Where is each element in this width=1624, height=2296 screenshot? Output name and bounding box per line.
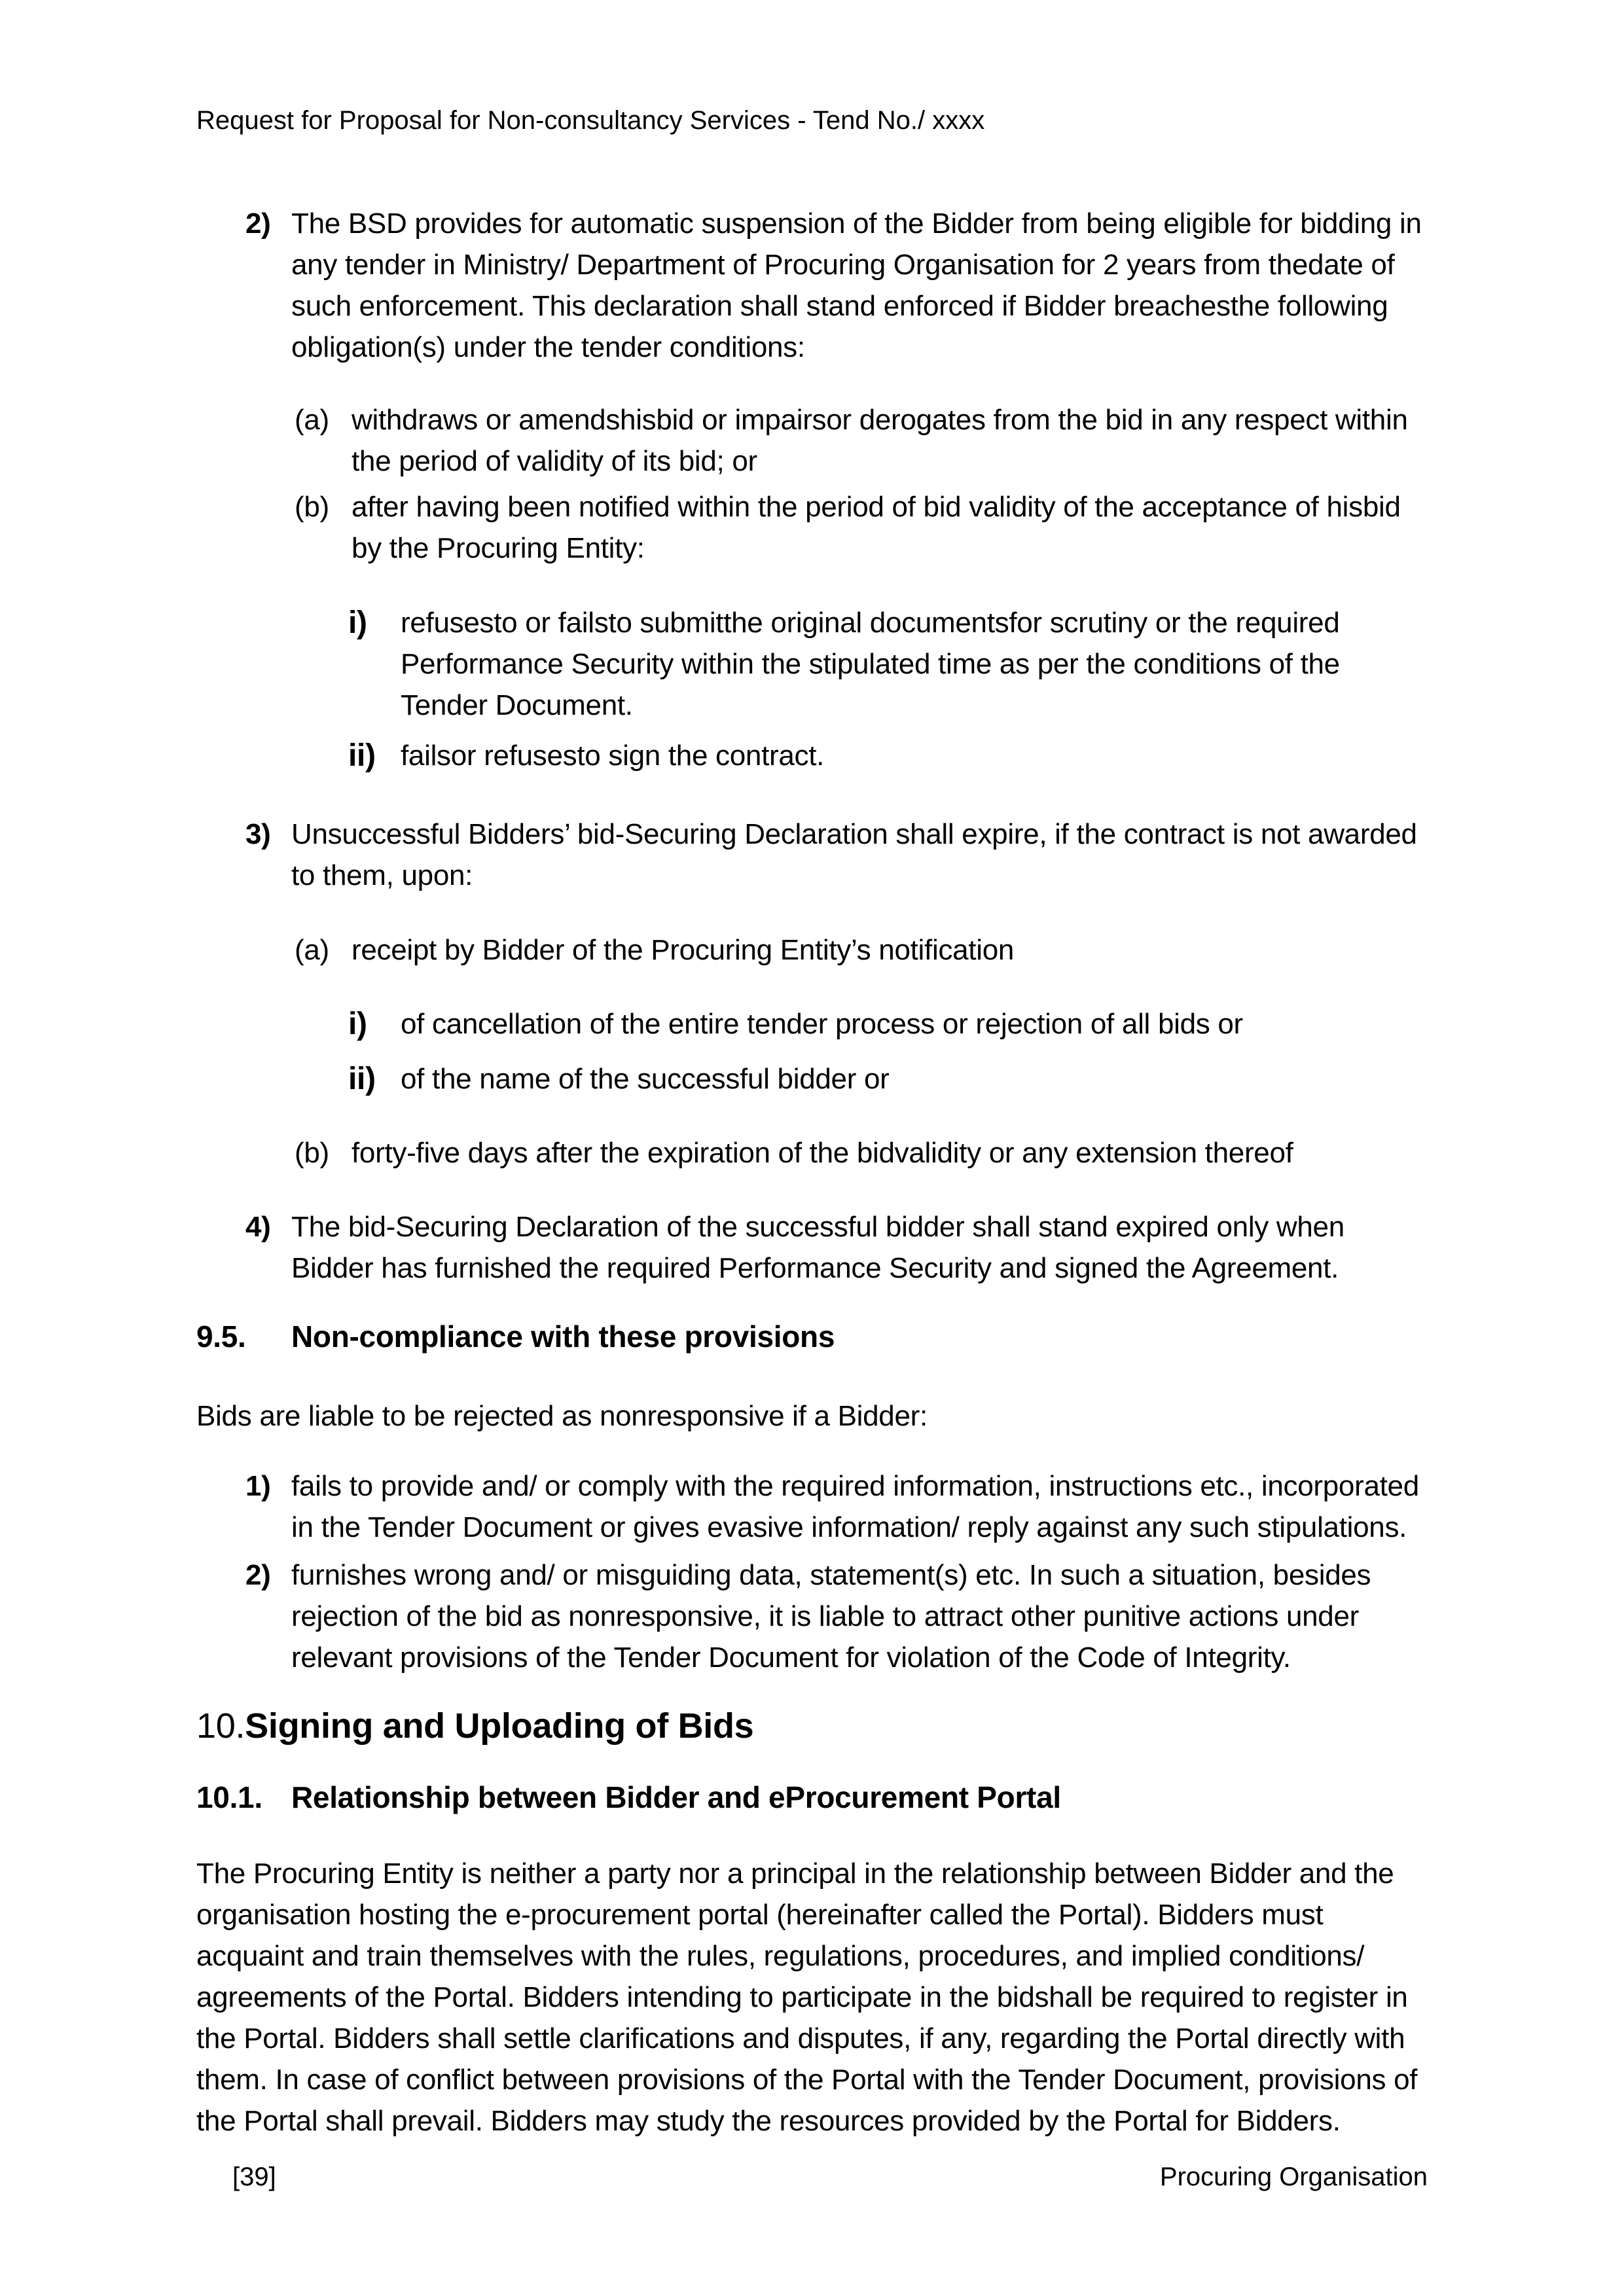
list-item-2b-ii-marker: ii): [348, 738, 376, 773]
list-item-2a-marker: (a): [295, 404, 329, 436]
section-9-5-item-1-marker: 1): [245, 1470, 271, 1502]
section-heading-9-5-title: Non-compliance with these provisions: [291, 1319, 835, 1354]
footer-organisation: Procuring Organisation: [1159, 2162, 1428, 2191]
section-heading-10-1-title: Relationship between Bidder and eProcurement Portal: [291, 1780, 1061, 1814]
list-item-2b-ii: [348, 735, 1428, 776]
section-9-5-item-2-text: furnishes wrong and/ or misguiding data, statement(s) etc. In such a situation, besides rejection of the bid as nonresponsive, it is liable to attract other punitive actions under relevant provisions of the Tender Document for violation of the Code of Integrity.: [291, 1559, 1371, 1674]
list-item-2: [245, 203, 1428, 368]
section-heading-10-1-number: 10.1.: [196, 1780, 262, 1814]
section-heading-10-title: Signing and Uploading of Bids: [245, 1706, 754, 1746]
section-heading-10-1: [196, 1778, 1428, 1816]
section-9-5-item-1-text: fails to provide and/ or comply with the required information, instructions etc., incorporated in the Tender Document or gives evasive information/ reply against any such stipulations.: [291, 1470, 1419, 1543]
list-item-3a-ii: [348, 1058, 1428, 1100]
list-item-4: [245, 1206, 1428, 1289]
list-item-4-text: The bid-Securing Declaration of the successful bidder shall stand expired only when Bidder has furnished the required Performance Security and signed the Agreement.: [291, 1211, 1344, 1284]
list-item-3b-marker: (b): [295, 1137, 329, 1169]
list-item-2-text: The BSD provides for automatic suspension of the Bidder from being eligible for bidding in any tender in Ministry/ Department of Procuring Organisation for 2 years from thedate of such enforcement. This declaration shall stand enforced if Bidder breachesthe following obligation(s) under the tender conditions:: [291, 207, 1422, 363]
running-header-title: Request for Proposal for Non-consultancy Services - Tend No./ xxxx: [196, 106, 985, 135]
list-item-3: [245, 814, 1428, 896]
list-item-3b-text: forty-five days after the expiration of the bidvalidity or any extension thereof: [352, 1137, 1293, 1169]
list-item-2b-marker: (b): [295, 491, 329, 523]
section-heading-10-number: 10.: [196, 1706, 245, 1746]
page-footer: [196, 2160, 1428, 2194]
list-item-2a: [295, 399, 1428, 482]
section-10-1-paragraph: The Procuring Entity is neither a party nor a principal in the relationship between Bidder and the organisation hosting the e-procurement portal (hereinafter called the Portal). Bidders must acquaint and train themselves with the rules, regulations, procedures, and implied conditions/ agreements of the Portal. Bidders intending to participate in the bidshall be required to register in the Portal. Bidders shall settle clarifications and disputes, if any, regarding the Portal directly with them. In case of conflict between provisions of the Portal with the Tender Document, provisions of the Portal shall prevail. Bidders may study the resources provided by the Portal for Bidders.: [196, 1857, 1418, 2137]
section-9-5-item-1: [245, 1465, 1428, 1548]
list-item-3b: [295, 1132, 1428, 1174]
list-item-2b-text: after having been notified within the period of bid validity of the acceptance of hisbid by the Procuring Entity:: [352, 491, 1401, 564]
section-9-5-intro: Bids are liable to be rejected as nonresponsive if a Bidder:: [196, 1400, 928, 1432]
list-item-4-marker: 4): [245, 1211, 271, 1243]
list-item-3a-i-text: of cancellation of the entire tender process or rejection of all bids or: [401, 1008, 1243, 1040]
list-item-2b-i: [348, 602, 1428, 726]
section-heading-9-5-number: 9.5.: [196, 1319, 246, 1354]
list-item-3a-ii-marker: ii): [348, 1062, 376, 1096]
list-item-2a-text: withdraws or amendshisbid or impairsor derogates from the bid in any respect within the period of validity of its bid; or: [352, 404, 1408, 477]
list-item-3a-i: [348, 1003, 1428, 1045]
list-item-3a: [295, 929, 1428, 971]
list-item-3-marker: 3): [245, 818, 271, 850]
list-item-3a-i-marker: i): [348, 1007, 367, 1041]
section-9-5-item-2: [245, 1554, 1428, 1678]
list-item-2b-i-marker: i): [348, 605, 367, 640]
section-heading-9-5: [196, 1318, 1428, 1355]
list-item-2b-i-text: refusesto or failsto submitthe original documentsfor scrutiny or the required Performance Security within the stipulated time as per the conditions of the Tender Document.: [401, 607, 1340, 721]
section-9-5-item-2-marker: 2): [245, 1559, 271, 1591]
list-item-3a-ii-text: of the name of the successful bidder or: [401, 1063, 890, 1095]
list-item-2-marker: 2): [245, 207, 271, 240]
list-item-2b-ii-text: failsor refusesto sign the contract.: [401, 740, 825, 772]
running-header: [196, 103, 1428, 137]
footer-page-number: [39]: [232, 2162, 276, 2191]
list-item-3a-marker: (a): [295, 934, 329, 966]
section-heading-10: [196, 1703, 1428, 1749]
list-item-2b: [295, 486, 1428, 569]
page-content: [196, 0, 1428, 2142]
list-item-3a-text: receipt by Bidder of the Procuring Entity’s notification: [352, 934, 1015, 966]
list-item-3-text: Unsuccessful Bidders’ bid-Securing Declaration shall expire, if the contract is not awarded to them, upon:: [291, 818, 1417, 891]
